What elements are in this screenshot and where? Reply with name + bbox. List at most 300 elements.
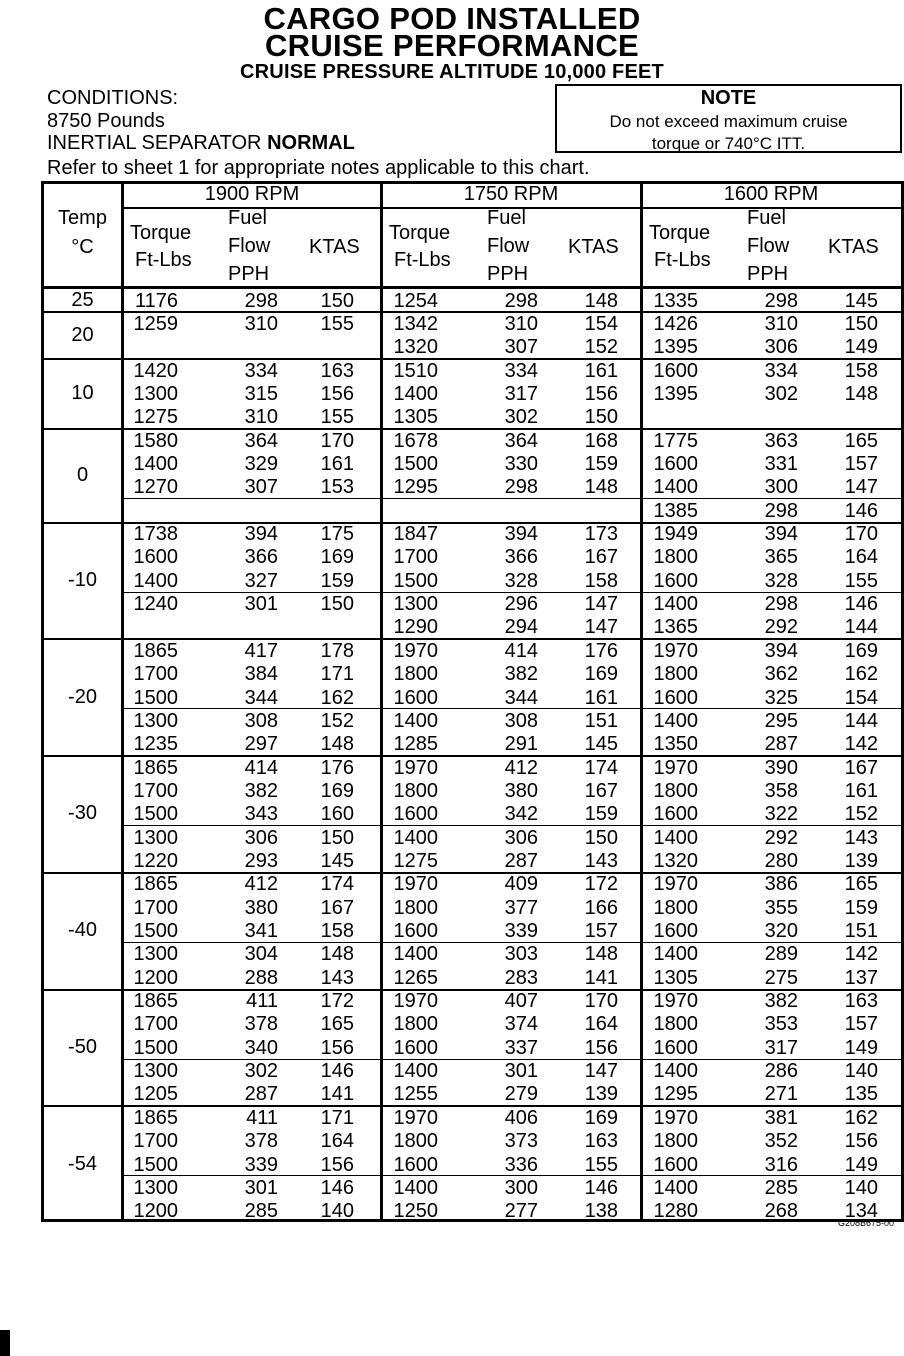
table-cell: 168 — [584, 429, 618, 452]
table-cell: 143 — [320, 966, 354, 989]
table-cell: 156 — [320, 1153, 354, 1176]
pph-header: PPH — [487, 263, 529, 285]
table-cell: 288 — [244, 966, 278, 989]
table-cell: 306 — [504, 826, 538, 849]
conditions-weight: 8750 Pounds — [47, 110, 165, 132]
table-cell: 142 — [844, 733, 878, 756]
table-cell: 161 — [844, 779, 878, 802]
table-cell: 150 — [584, 826, 618, 849]
table-cell: 310 — [764, 312, 798, 335]
table-cell: 1400 — [393, 1060, 438, 1083]
table-cell: 1970 — [653, 873, 698, 896]
table-cell: 1290 — [393, 616, 438, 639]
table-cell: 139 — [584, 1083, 618, 1106]
table-cell: 1300 — [133, 1176, 178, 1199]
table-cell: 334 — [764, 359, 798, 382]
table-cell: 344 — [244, 686, 278, 709]
table-cell: 414 — [244, 756, 278, 779]
table-cell: 148 — [320, 733, 354, 756]
table-cell: 414 — [504, 639, 538, 662]
table-cell: 363 — [764, 429, 798, 452]
table-cell: 1510 — [393, 359, 438, 382]
table-cell: 148 — [844, 382, 878, 405]
table-cell: 1500 — [133, 803, 178, 826]
table-cell: 280 — [764, 849, 798, 872]
header-rule — [41, 286, 904, 289]
note-line-2: torque or 740°C ITT. — [651, 134, 806, 153]
pph-header: PPH — [747, 263, 789, 285]
table-cell: 164 — [844, 546, 878, 569]
table-cell: 364 — [504, 429, 538, 452]
table-cell: 166 — [584, 896, 618, 919]
torque-unit-header: Ft-Lbs — [135, 249, 192, 271]
table-cell: 394 — [764, 523, 798, 545]
table-cell: 1700 — [133, 1130, 178, 1153]
table-cell: 308 — [244, 709, 278, 732]
table-cell: 310 — [504, 312, 538, 335]
column-divider-0 — [121, 181, 124, 1222]
table-cell: 374 — [504, 1013, 538, 1036]
table-cell: 150 — [320, 593, 354, 616]
table-cell: 303 — [504, 943, 538, 966]
table-cell: 1865 — [133, 990, 178, 1012]
edge-mark — [0, 1330, 10, 1356]
table-cell: 1350 — [653, 733, 698, 756]
table-cell: 1295 — [653, 1083, 698, 1106]
table-cell: 285 — [244, 1200, 278, 1223]
table-cell: 139 — [844, 849, 878, 872]
table-cell: 1400 — [653, 1176, 698, 1199]
table-cell: 341 — [244, 920, 278, 942]
table-cell: 1305 — [653, 966, 698, 989]
table-cell: 158 — [844, 359, 878, 382]
table-cell: 1400 — [393, 943, 438, 966]
table-cell: 149 — [844, 1036, 878, 1059]
table-cell: 1738 — [133, 523, 178, 545]
table-cell: 1295 — [393, 476, 438, 499]
table-cell: 176 — [584, 639, 618, 662]
table-cell: 1395 — [653, 382, 698, 405]
table-cell: 1400 — [393, 1176, 438, 1199]
table-cell: 1400 — [133, 569, 178, 592]
table-cell: 170 — [844, 523, 878, 545]
table-cell: 301 — [504, 1060, 538, 1083]
table-cell: 165 — [844, 429, 878, 452]
table-cell: 1970 — [653, 1106, 698, 1129]
table-cell: 1270 — [133, 476, 178, 499]
table-cell: 1426 — [653, 312, 698, 335]
table-cell: 1235 — [133, 733, 178, 756]
table-cell: 1865 — [133, 756, 178, 779]
table-cell: 148 — [320, 943, 354, 966]
table-cell: 1275 — [393, 849, 438, 872]
table-cell: 1365 — [653, 616, 698, 639]
table-cell: 148 — [584, 289, 618, 312]
table-cell: 147 — [584, 616, 618, 639]
table-cell: 340 — [244, 1036, 278, 1059]
table-cell: 409 — [504, 873, 538, 896]
table-cell: 1800 — [393, 779, 438, 802]
table-cell: 172 — [320, 990, 354, 1012]
table-cell: 1600 — [653, 1036, 698, 1059]
page-subtitle: CRUISE PRESSURE ALTITUDE 10,000 FEET — [240, 61, 664, 83]
table-cell: 169 — [844, 639, 878, 662]
table-cell: 155 — [320, 406, 354, 429]
table-cell: 381 — [764, 1106, 798, 1129]
row-subdivider — [121, 498, 901, 499]
table-cell: 407 — [504, 990, 538, 1012]
table-cell: 271 — [764, 1083, 798, 1106]
table-cell: 1800 — [653, 546, 698, 569]
table-cell: 328 — [764, 569, 798, 592]
figure-code: G208B675-00 — [838, 1218, 895, 1228]
table-cell: 1420 — [133, 359, 178, 382]
table-cell: 366 — [504, 546, 538, 569]
table-cell: 1395 — [653, 336, 698, 359]
table-cell: 1600 — [393, 803, 438, 826]
table-cell: 289 — [764, 943, 798, 966]
table-cell: 150 — [320, 826, 354, 849]
note-box — [555, 84, 902, 153]
table-cell: 286 — [764, 1060, 798, 1083]
table-cell: 298 — [244, 289, 278, 312]
table-cell: 149 — [844, 1153, 878, 1176]
table-cell: 171 — [320, 1106, 354, 1129]
table-cell: 1970 — [653, 990, 698, 1012]
table-cell: 170 — [584, 990, 618, 1012]
table-cell: 152 — [584, 336, 618, 359]
table-cell: 1500 — [393, 453, 438, 475]
column-divider-2 — [640, 181, 643, 1222]
table-cell: 294 — [504, 616, 538, 639]
table-cell: 380 — [504, 779, 538, 802]
table-cell: 169 — [320, 779, 354, 802]
table-cell: 146 — [844, 593, 878, 616]
table-cell: 304 — [244, 943, 278, 966]
temp-cell: 25 — [71, 288, 94, 311]
table-cell: 142 — [844, 943, 878, 966]
table-cell: 1300 — [133, 1060, 178, 1083]
table-cell: 1700 — [393, 546, 438, 569]
table-cell: 146 — [320, 1060, 354, 1083]
table-cell: 330 — [504, 453, 538, 475]
table-cell: 163 — [584, 1130, 618, 1153]
table-cell: 170 — [320, 429, 354, 452]
table-cell: 1500 — [133, 1153, 178, 1176]
table-cell: 300 — [764, 476, 798, 499]
table-cell: 301 — [244, 593, 278, 616]
table-cell: 1800 — [393, 896, 438, 919]
temp-cell: -54 — [68, 1152, 97, 1175]
table-cell: 275 — [764, 966, 798, 989]
table-cell: 322 — [764, 803, 798, 826]
table-cell: 149 — [844, 336, 878, 359]
table-cell: 334 — [504, 359, 538, 382]
table-cell: 169 — [584, 663, 618, 686]
table-cell: 161 — [584, 686, 618, 709]
table-cell: 279 — [504, 1083, 538, 1106]
temp-cell: 10 — [71, 382, 94, 405]
table-cell: 378 — [244, 1013, 278, 1036]
ktas-header: KTAS — [828, 236, 879, 258]
table-cell: 1500 — [133, 920, 178, 942]
rpm-header-1900: 1900 RPM — [204, 183, 300, 205]
table-cell: 331 — [764, 453, 798, 475]
table-cell: 1280 — [653, 1200, 698, 1223]
table-cell: 1255 — [393, 1083, 438, 1106]
table-cell: 159 — [584, 453, 618, 475]
table-cell: 1800 — [653, 1130, 698, 1153]
table-cell: 1200 — [133, 1200, 178, 1223]
table-cell: 297 — [244, 733, 278, 756]
table-cell: 1600 — [133, 546, 178, 569]
note-title: NOTE — [700, 87, 757, 109]
table-cell: 310 — [244, 406, 278, 429]
table-cell: 173 — [584, 523, 618, 545]
table-cell: 1385 — [653, 499, 698, 522]
separator-label: INERTIAL SEPARATOR — [47, 132, 268, 154]
table-cell: 137 — [844, 966, 878, 989]
table-cell: 154 — [584, 312, 618, 335]
table-cell: 1250 — [393, 1200, 438, 1223]
table-cell: 380 — [244, 896, 278, 919]
table-cell: 176 — [320, 756, 354, 779]
table-cell: 1949 — [653, 523, 698, 545]
conditions-heading: CONDITIONS: — [47, 87, 179, 109]
table-cell: 1865 — [133, 639, 178, 662]
table-cell: 1400 — [653, 826, 698, 849]
table-cell: 174 — [320, 873, 354, 896]
table-cell: 178 — [320, 639, 354, 662]
table-cell: 1800 — [653, 1013, 698, 1036]
table-cell: 145 — [320, 849, 354, 872]
table-cell: 1285 — [393, 733, 438, 756]
table-cell: 1335 — [653, 289, 698, 312]
table-cell: 164 — [320, 1130, 354, 1153]
table-cell: 342 — [504, 803, 538, 826]
table-cell: 1700 — [133, 1013, 178, 1036]
temp-header: Temp — [58, 207, 107, 229]
table-cell: 302 — [504, 406, 538, 429]
table-cell: 298 — [764, 289, 798, 312]
column-divider-1 — [380, 181, 383, 1222]
table-cell: 1254 — [393, 289, 438, 312]
table-cell: 386 — [764, 873, 798, 896]
table-cell: 298 — [764, 499, 798, 522]
table-cell: 156 — [844, 1130, 878, 1153]
table-cell: 287 — [764, 733, 798, 756]
table-cell: 1342 — [393, 312, 438, 335]
table-cell: 293 — [244, 849, 278, 872]
table-cell: 141 — [584, 966, 618, 989]
page-title: CARGO POD INSTALLED — [263, 1, 641, 36]
row-subdivider — [121, 825, 901, 826]
table-cell: 298 — [764, 593, 798, 616]
table-cell: 1600 — [653, 359, 698, 382]
table-cell: 353 — [764, 1013, 798, 1036]
table-cell: 158 — [320, 920, 354, 942]
temp-cell: 0 — [76, 463, 89, 486]
table-cell: 146 — [320, 1176, 354, 1199]
table-cell: 140 — [320, 1200, 354, 1223]
table-cell: 310 — [244, 312, 278, 335]
table-cell: 1865 — [133, 1106, 178, 1129]
table-cell: 1400 — [393, 382, 438, 405]
table-cell: 151 — [844, 920, 878, 942]
table-cell: 154 — [844, 686, 878, 709]
table-cell: 162 — [844, 1106, 878, 1129]
fuel-header: Fuel — [487, 207, 526, 229]
table-cell: 1800 — [653, 779, 698, 802]
table-cell: 1970 — [393, 639, 438, 662]
table-cell: 394 — [764, 639, 798, 662]
torque-header: Torque — [389, 222, 451, 244]
table-cell: 378 — [244, 1130, 278, 1153]
table-cell: 171 — [320, 663, 354, 686]
table-cell: 411 — [246, 990, 278, 1012]
table-cell: 1600 — [393, 1036, 438, 1059]
table-cell: 138 — [584, 1200, 618, 1223]
table-cell: 336 — [504, 1153, 538, 1176]
table-cell: 1500 — [393, 569, 438, 592]
table-cell: 1300 — [133, 709, 178, 732]
table-cell: 307 — [244, 476, 278, 499]
table-cell: 147 — [844, 476, 878, 499]
table-cell: 298 — [504, 476, 538, 499]
table-cell: 148 — [584, 476, 618, 499]
table-cell: 277 — [504, 1200, 538, 1223]
table-cell: 1205 — [133, 1083, 178, 1106]
table-cell: 140 — [844, 1060, 878, 1083]
table-cell: 382 — [764, 990, 798, 1012]
table-cell: 174 — [584, 756, 618, 779]
table-cell: 334 — [244, 359, 278, 382]
table-cell: 339 — [244, 1153, 278, 1176]
table-cell: 292 — [764, 616, 798, 639]
table-cell: 161 — [584, 359, 618, 382]
table-cell: 167 — [584, 779, 618, 802]
table-cell: 382 — [244, 779, 278, 802]
separator-value: NORMAL — [267, 132, 355, 154]
table-cell: 1400 — [653, 593, 698, 616]
table-cell: 144 — [844, 616, 878, 639]
table-cell: 156 — [320, 382, 354, 405]
table-cell: 337 — [504, 1036, 538, 1059]
table-cell: 141 — [320, 1083, 354, 1106]
table-cell: 134 — [844, 1200, 878, 1223]
table-cell: 1600 — [653, 1153, 698, 1176]
table-cell: 165 — [320, 1013, 354, 1036]
table-cell: 406 — [504, 1106, 538, 1129]
table-cell: 339 — [504, 920, 538, 942]
table-cell: 300 — [504, 1176, 538, 1199]
table-cell: 317 — [764, 1036, 798, 1059]
table-cell: 1259 — [133, 312, 178, 335]
table-cell: 159 — [584, 803, 618, 826]
table-cell: 1600 — [653, 686, 698, 709]
table-cell: 364 — [244, 429, 278, 452]
table-cell: 1400 — [393, 709, 438, 732]
fuel-header: Fuel — [228, 207, 267, 229]
table-cell: 169 — [584, 1106, 618, 1129]
table-cell: 394 — [504, 523, 538, 545]
temp-cell: -10 — [68, 568, 97, 591]
table-cell: 1847 — [393, 523, 438, 545]
table-cell: 1800 — [653, 663, 698, 686]
table-cell: 163 — [844, 990, 878, 1012]
table-cell: 162 — [320, 686, 354, 709]
table-cell: 164 — [584, 1013, 618, 1036]
table-cell: 150 — [844, 312, 878, 335]
table-cell: 148 — [584, 943, 618, 966]
note-line-1: Do not exceed maximum cruise — [609, 112, 848, 131]
table-cell: 143 — [844, 826, 878, 849]
table-cell: 377 — [504, 896, 538, 919]
ktas-header: KTAS — [568, 236, 619, 258]
table-cell: 1600 — [393, 686, 438, 709]
table-cell: 307 — [504, 336, 538, 359]
table-cell: 1970 — [393, 873, 438, 896]
table-cell: 1305 — [393, 406, 438, 429]
table-cell: 1220 — [133, 849, 178, 872]
table-cell: 296 — [504, 593, 538, 616]
table-cell: 165 — [844, 873, 878, 896]
table-cell: 1865 — [133, 873, 178, 896]
table-cell: 147 — [584, 1060, 618, 1083]
table-cell: 169 — [320, 546, 354, 569]
table-cell: 160 — [320, 803, 354, 826]
table-cell: 167 — [844, 756, 878, 779]
table-cell: 163 — [320, 359, 354, 382]
table-cell: 301 — [244, 1176, 278, 1199]
table-cell: 325 — [764, 686, 798, 709]
table-cell: 159 — [844, 896, 878, 919]
table-cell: 287 — [504, 849, 538, 872]
table-cell: 317 — [504, 382, 538, 405]
torque-header: Torque — [649, 222, 711, 244]
table-cell: 328 — [504, 569, 538, 592]
table-cell: 157 — [584, 920, 618, 942]
table-cell: 344 — [504, 686, 538, 709]
table-cell: 156 — [584, 1036, 618, 1059]
table-cell: 412 — [244, 873, 278, 896]
table-cell: 140 — [844, 1176, 878, 1199]
table-cell: 1300 — [133, 826, 178, 849]
table-cell: 157 — [844, 453, 878, 475]
table-cell: 1500 — [133, 686, 178, 709]
table-cell: 292 — [764, 826, 798, 849]
table-cell: 153 — [320, 476, 354, 499]
table-cell: 1300 — [393, 593, 438, 616]
table-cell: 1970 — [393, 1106, 438, 1129]
table-cell: 1300 — [133, 382, 178, 405]
table-cell: 412 — [504, 756, 538, 779]
table-cell: 145 — [584, 733, 618, 756]
table-cell: 315 — [244, 382, 278, 405]
table-cell: 1300 — [133, 943, 178, 966]
table-cell: 316 — [764, 1153, 798, 1176]
table-cell: 1320 — [653, 849, 698, 872]
table-cell: 1775 — [653, 429, 698, 452]
table-cell: 1970 — [393, 990, 438, 1012]
table-cell: 1970 — [393, 756, 438, 779]
table-cell: 161 — [320, 453, 354, 475]
table-cell: 157 — [844, 1013, 878, 1036]
table-cell: 1970 — [653, 639, 698, 662]
table-cell: 156 — [584, 382, 618, 405]
table-cell: 320 — [764, 920, 798, 942]
table-cell: 352 — [764, 1130, 798, 1153]
